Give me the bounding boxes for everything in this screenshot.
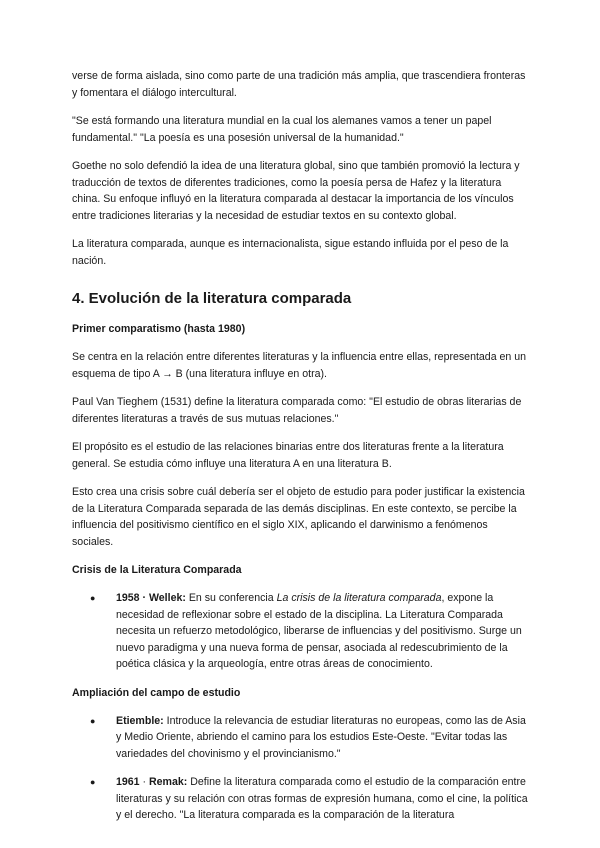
- paragraph: Goethe no solo defendió la idea de una literatura global, sino que también promovió la lectura y traducción de textos de diferentes tradiciones, como la poesía persa de Hafez y la literatura china. Su enfoque influyó en la literatura comparada al destacar la importancia de los vínculos entre tradiciones literarias y la necesidad de estudiar textos en su contexto global.: [72, 160, 520, 222]
- list-item-wellek: [72, 590, 528, 673]
- subsection-heading: Crisis de la Literatura Comparada: [72, 564, 242, 576]
- paragraph: verse de forma aislada, sino como parte de una tradición más amplia, que trascendiera fronteras y fomentara el diálogo intercultural.: [72, 70, 526, 99]
- bullet-icon: ●: [90, 593, 96, 603]
- item-lead: Etiemble:: [116, 714, 164, 727]
- item-lead-year: 1961: [116, 776, 140, 788]
- bullet-list: [72, 590, 528, 673]
- paragraph: El propósito es el estudio de las relaciones binarias entre dos literaturas frente a la literatura general. Se estudia cómo influye una literatura A en una literatura B.: [72, 441, 504, 470]
- document-page: [72, 68, 528, 836]
- item-lead: 1958 · Wellek:: [116, 592, 186, 604]
- paragraph: Se centra en la relación entre diferentes literaturas y la influencia entre ellas, representada en un esquema de tipo A → B (una literatura influye en otra).: [72, 351, 527, 380]
- list-item-remak: [72, 774, 528, 824]
- item-lead-sep: ·: [139, 776, 149, 788]
- paragraph: Esto crea una crisis sobre cuál debería ser el objeto de estudio para poder justificar la existencia de la Literatura Comparada separada de las demás disciplinas. En este contexto, se percibe la influencia del positivismo científico en el siglo XIX, aplicando el darwinismo a fenómenos sociales.: [72, 486, 525, 548]
- item-lead-name: Remak:: [149, 776, 188, 788]
- section-heading: 4. Evolución de la literatura comparada: [72, 290, 352, 307]
- conference-title: La crisis de la literatura comparada: [276, 592, 442, 604]
- bullet-list: [72, 713, 528, 824]
- item-text: En su conferencia: [185, 592, 277, 604]
- subsection-heading: Primer comparatismo (hasta 1980): [72, 323, 246, 335]
- item-text: Introduce la relevancia de estudiar literaturas no europeas, como las de Asia y Medio Oriente, abriendo el camino para los estudios Este-Oeste. "Evitar todas las variedades del chovinismo y el provincianismo.": [116, 714, 526, 760]
- goethe-quote: "Se está formando una literatura mundial en la cual los alemanes vamos a tener un papel fundamental." "La poesía es una posesión universal de la humanidad.": [72, 115, 492, 144]
- bullet-icon: ●: [90, 777, 96, 787]
- item-text: , expone la necesidad de reflexionar sobre el estado de la disciplina. La Literatura Comparada necesita un refuerzo metodológico, liberarse de influencias y del positivismo. Surge un nuevo paradigma y una nueva forma de pensar, asociada al redescubrimiento de la poética clásica y la arqueología, entre otras áreas de conocimiento.: [116, 592, 522, 670]
- paragraph: La literatura comparada, aunque es internacionalista, sigue estando influida por el peso de la nación.: [72, 238, 509, 267]
- bullet-icon: ●: [90, 715, 96, 726]
- subsection-heading: Ampliación del campo de estudio: [72, 686, 241, 699]
- paragraph: Paul Van Tieghem (1531) define la literatura comparada como: "El estudio de obras literarias de diferentes literaturas a través de sus mutuas relaciones.": [72, 396, 522, 425]
- item-text: Define la literatura comparada como el estudio de la comparación entre literaturas y su relación con otras formas de expresión humana, como el cine, la política y el derecho. "La literatura comparada es la comparación de la literatura: [116, 776, 528, 821]
- list-item-etiemble: [72, 713, 528, 763]
